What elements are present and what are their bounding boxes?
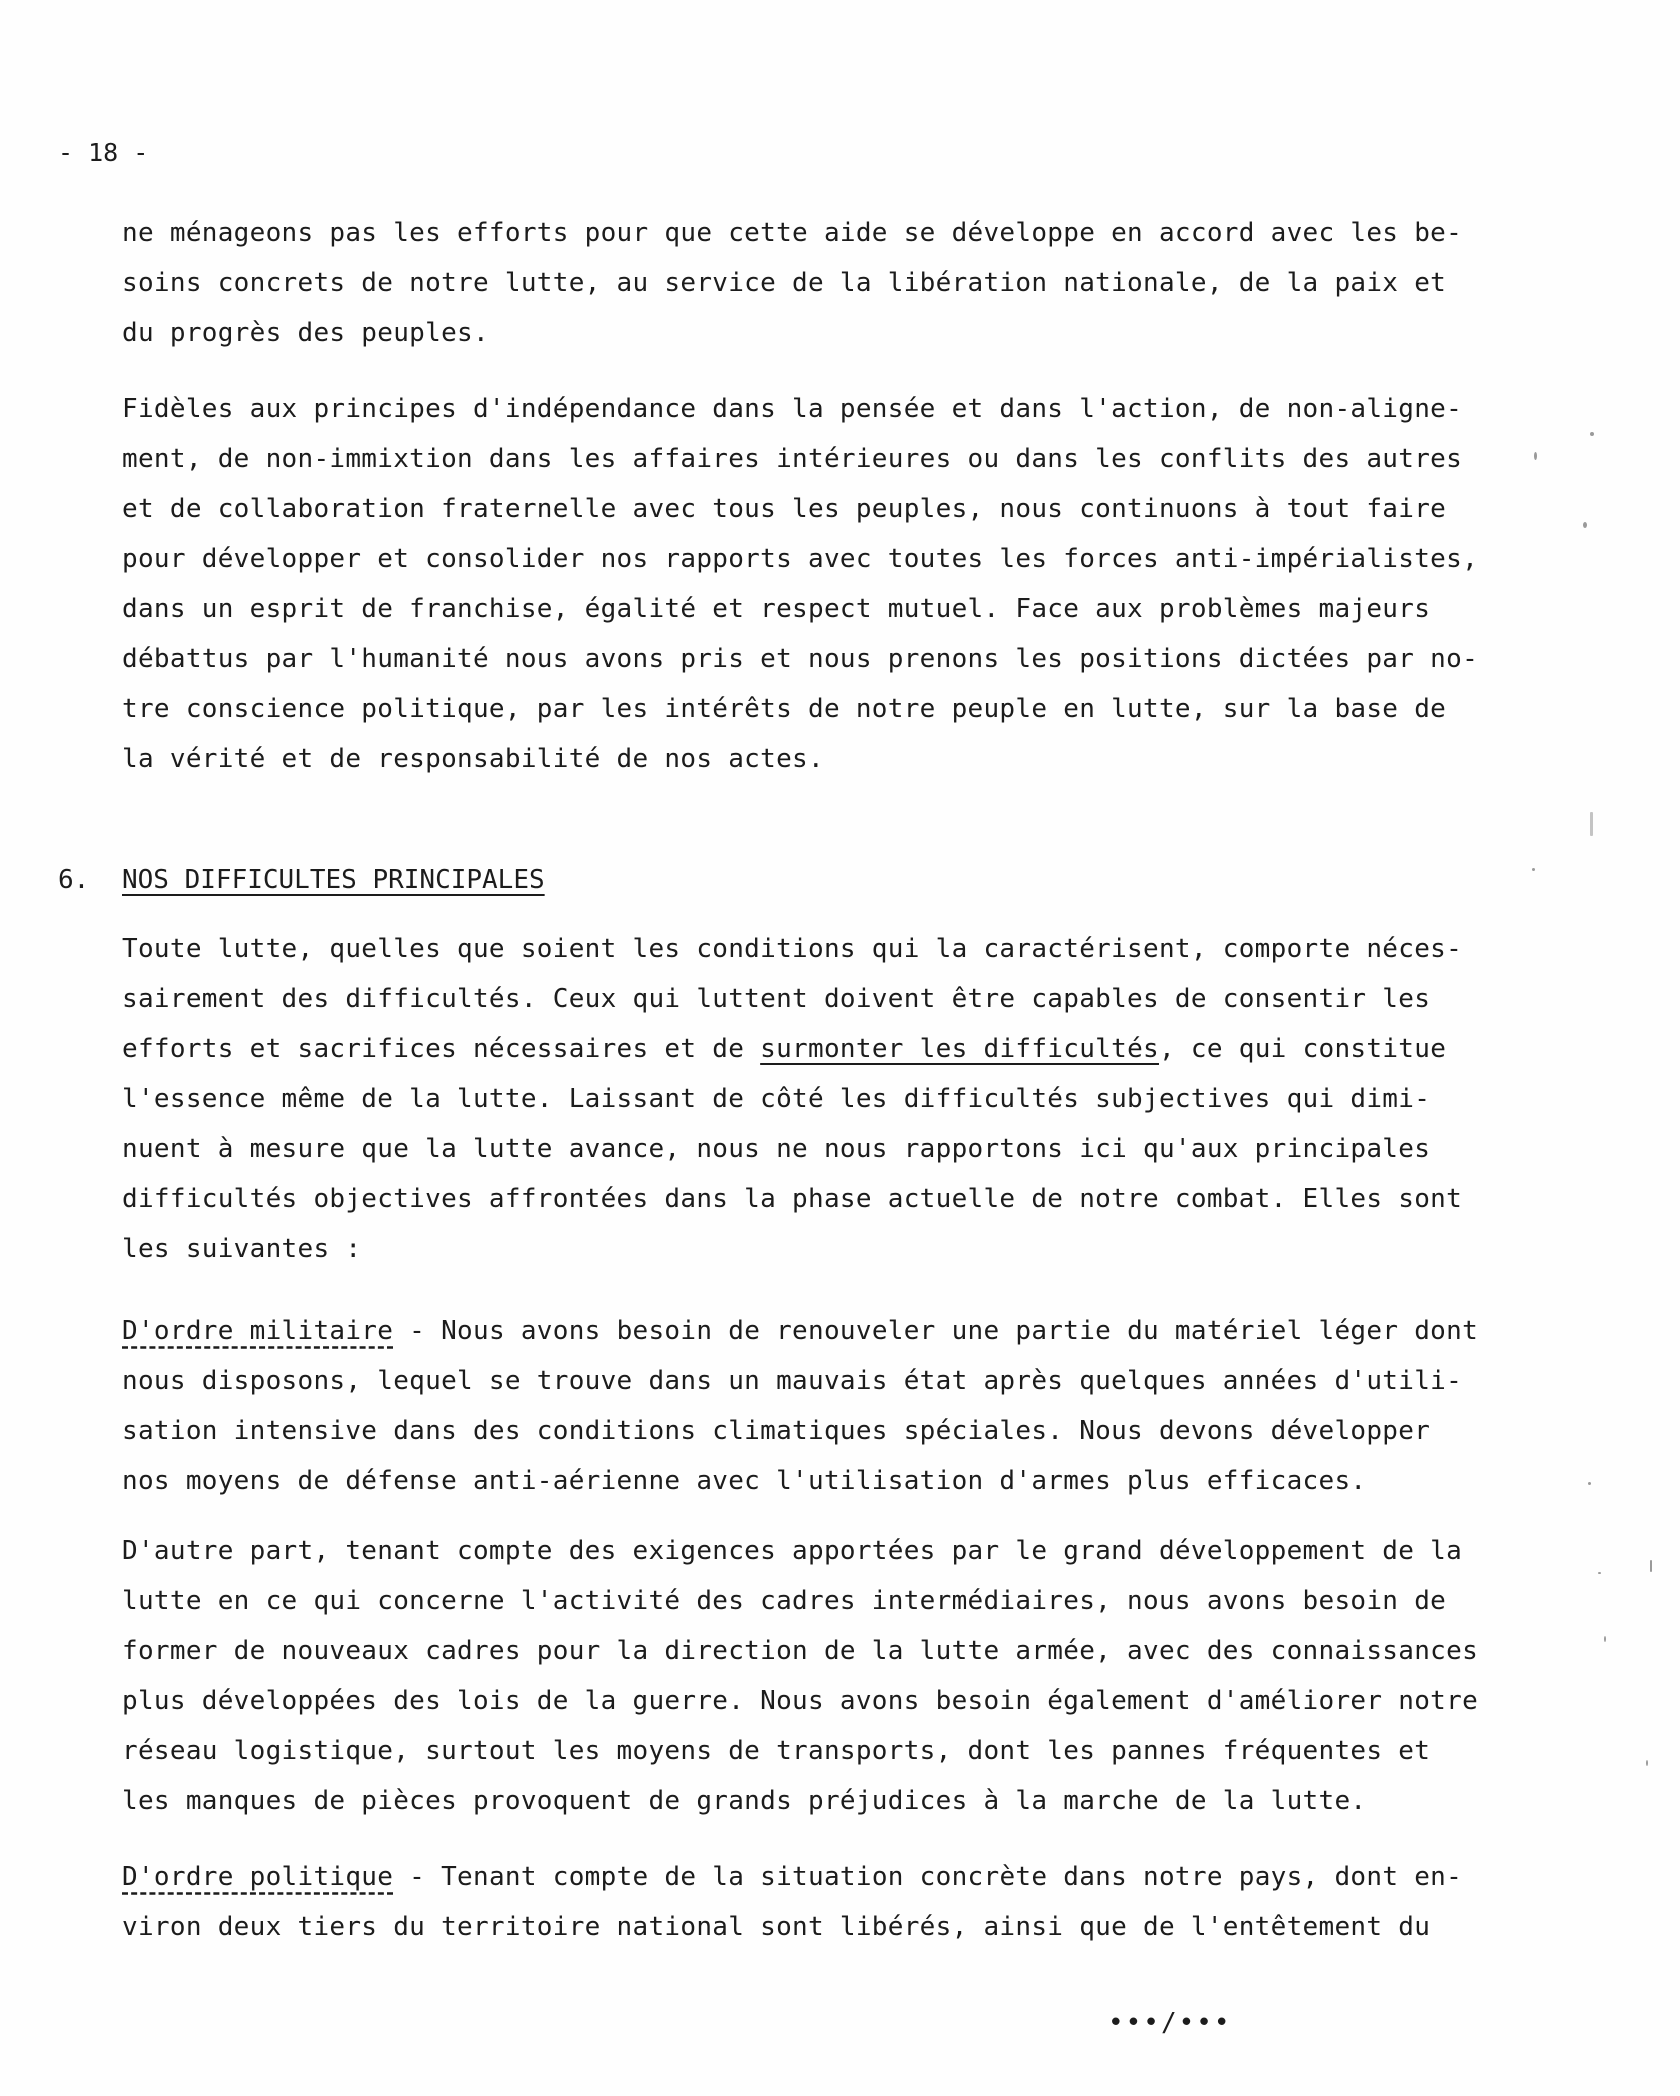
political-label: D'ordre politique: [122, 1862, 394, 1892]
section-heading: [58, 858, 545, 902]
paragraph-1: [122, 208, 1482, 358]
text-line: difficultés objectives affrontées dans la phase actuelle de notre combat. Elles sont: [122, 1184, 1463, 1214]
text-line: viron deux tiers du territoire national sont libérés, ainsi que de l'entêtement du: [122, 1912, 1431, 1942]
text-line: D'ordre militaire - Nous avons besoin de renouveler une partie du matériel léger dont: [122, 1316, 1479, 1346]
text-line: débattus par l'humanité nous avons pris et nous prenons les positions dictées par no-: [122, 644, 1479, 674]
text-line: D'ordre politique - Tenant compte de la situation concrète dans notre pays, dont en-: [122, 1862, 1463, 1892]
continuation-mark: •••/•••: [1108, 2008, 1232, 2038]
text-line: du progrès des peuples.: [122, 318, 489, 348]
paragraph-military: [122, 1306, 1482, 1506]
text-line: tre conscience politique, par les intérêts de notre peuple en lutte, sur la base de: [122, 694, 1447, 724]
scan-speck: [1590, 432, 1594, 436]
text-line: ment, de non-immixtion dans les affaires intérieures ou dans les conflits des autres: [122, 444, 1463, 474]
section-number: 6.: [58, 865, 90, 895]
text-line: l'essence même de la lutte. Laissant de côté les difficultés subjectives qui dimi-: [122, 1084, 1431, 1114]
scan-speck: [1534, 452, 1537, 460]
page-number: - 18 -: [58, 138, 149, 167]
text-line: lutte en ce qui concerne l'activité des cadres intermédiaires, nous avons besoin de: [122, 1586, 1447, 1616]
paragraph-3: [122, 924, 1482, 1274]
text-line: D'autre part, tenant compte des exigences apportées par le grand développement de la: [122, 1536, 1463, 1566]
text-line: former de nouveaux cadres pour la direction de la lutte armée, avec des connaissances: [122, 1636, 1479, 1666]
text-line: sation intensive dans des conditions climatiques spéciales. Nous devons développer: [122, 1416, 1431, 1446]
scan-speck: [1598, 1572, 1601, 1574]
text-line: la vérité et de responsabilité de nos actes.: [122, 744, 824, 774]
paragraph-2: [122, 384, 1482, 784]
scan-speck: [1650, 1560, 1652, 1572]
text-line: dans un esprit de franchise, égalité et respect mutuel. Face aux problèmes majeurs: [122, 594, 1431, 624]
text-line: les manques de pièces provoquent de grands préjudices à la marche de la lutte.: [122, 1786, 1367, 1816]
section-title: NOS DIFFICULTES PRINCIPALES: [122, 865, 545, 895]
text-line: Fidèles aux principes d'indépendance dans la pensée et dans l'action, de non-aligne-: [122, 394, 1463, 424]
text-line: Toute lutte, quelles que soient les conditions qui la caractérisent, comporte néces-: [122, 934, 1463, 964]
text-line: réseau logistique, surtout les moyens de transports, dont les pannes fréquentes et: [122, 1736, 1431, 1766]
paragraph-5: [122, 1526, 1482, 1826]
text-line: sairement des difficultés. Ceux qui luttent doivent être capables de consentir les: [122, 984, 1431, 1014]
text-line: nos moyens de défense anti-aérienne avec l'utilisation d'armes plus efficaces.: [122, 1466, 1367, 1496]
text-line: plus développées des lois de la guerre. Nous avons besoin également d'améliorer notre: [122, 1686, 1479, 1716]
text-line: soins concrets de notre lutte, au service de la libération nationale, de la paix et: [122, 268, 1447, 298]
scan-speck: [1590, 812, 1593, 836]
text-line: nuent à mesure que la lutte avance, nous ne nous rapportons ici qu'aux principales: [122, 1134, 1431, 1164]
text-line: nous disposons, lequel se trouve dans un mauvais état après quelques années d'utili-: [122, 1366, 1463, 1396]
scan-speck: [1604, 1636, 1606, 1642]
scan-speck: [1583, 522, 1587, 528]
scan-speck: [1588, 1482, 1591, 1485]
scan-speck: [1532, 868, 1535, 871]
scan-speck: [1646, 1760, 1648, 1766]
text-line: ne ménageons pas les efforts pour que cette aide se développe en accord avec les be-: [122, 218, 1463, 248]
text-line: les suivantes :: [122, 1234, 362, 1264]
text-line: pour développer et consolider nos rapports avec toutes les forces anti-impérialistes,: [122, 544, 1479, 574]
text-line: efforts et sacrifices nécessaires et de surmonter les difficultés, ce qui constitue: [122, 1034, 1447, 1064]
paragraph-political: [122, 1852, 1482, 1952]
military-label: D'ordre militaire: [122, 1316, 394, 1346]
text-line: et de collaboration fraternelle avec tous les peuples, nous continuons à tout faire: [122, 494, 1447, 524]
underlined-phrase: surmonter les difficultés: [760, 1034, 1159, 1064]
